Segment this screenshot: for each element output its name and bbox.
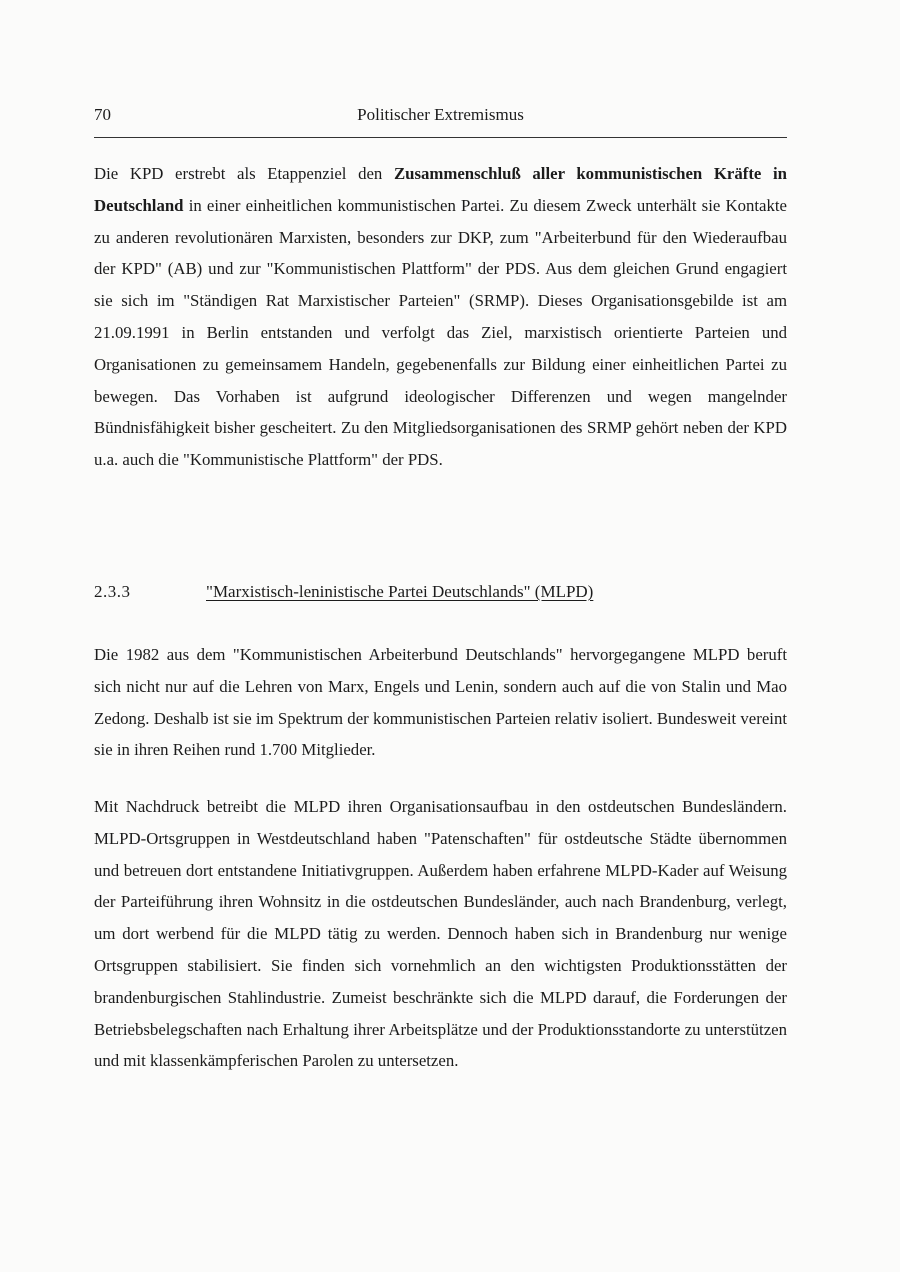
running-title: Politischer Extremismus [357,105,524,124]
paragraph-text: in einer einheitlichen kommunistischen Partei. Zu diesem Zweck unterhält sie Kontakte zu anderen revolutionären Marxisten, besonders zur DKP, zum "Arbeiterbund für den Wiederaufbau der KPD" (AB) und zur "Kommunistischen Plattform" der PDS. Aus dem gleichen Grund engagiert sie sich im "Ständigen Rat Marxistischer Parteien" (SRMP). Dieses Organisationsgebilde ist am 21.09.1991 in Berlin entstanden und verfolgt das Ziel, marxistisch orientierte Parteien und Organisationen zu gemeinsamem Handeln, gegebenenfalls zur Bildung einer einheitlichen Partei zu bewegen. Das Vorhaben ist aufgrund ideologischer Differenzen und wegen mangelnder Bündnisfähigkeit bisher gescheitert. Zu den Mitgliedsorganisationen des SRMP gehört neben der KPD u.a. auch die "Kommunistische Plattform" der PDS. [94,195,787,470]
page-header [94,104,787,126]
paragraph-mlpd-organisation: Mit Nachdruck betreibt die MLPD ihren Organisationsaufbau in den ostdeutschen Bundesländern. MLPD-Ortsgruppen in Westdeutschland haben "Patenschaften" für ostdeutsche Städte übernommen und betreuen dort entstandene Initiativgruppen. Außerdem haben erfahrene MLPD-Kader auf Weisung der Parteiführung ihren Wohnsitz in die ostdeutschen Bundesländer, auch nach Brandenburg, verlegt, um dort werbend für die MLPD tätig zu werden. Dennoch haben sich in Brandenburg nur wenige Ortsgruppen stabilisiert. Sie finden sich vornehmlich an den wichtigsten Produktionsstätten der brandenburgischen Stahlindustrie. Zumeist beschränkte sich die MLPD darauf, die Forderungen der Betriebsbelegschaften nach Erhaltung ihrer Arbeitsplätze und der Produktionsstandorte zu unterstützen und mit klassenkämpferischen Parolen zu untersetzen. [94,797,787,1071]
section-title: "Marxistisch-leninistische Partei Deutschlands" (MLPD) [206,582,594,601]
page-number: 70 [94,105,111,124]
section-number: 2.3.3 [94,582,131,601]
paragraph-mlpd-intro: Die 1982 aus dem "Kommunistischen Arbeiterbund Deutschlands" hervorgegangene MLPD beruft sich nicht nur auf die Lehren von Marx, Engels und Lenin, sondern auch auf die von Stalin und Mao Zedong. Deshalb ist sie im Spektrum der kommunistischen Parteien relativ isoliert. Bundesweit vereint sie in ihren Reihen rund 1.700 Mitglieder. [94,645,787,760]
header-rule [94,137,787,138]
bold-emphasis: Zusammenschluß aller kommunistischen Kräfte in Deutschland [94,164,787,215]
paragraph-text: Die KPD erstrebt als Etappenziel den [94,164,394,183]
paragraph-kpd [94,158,787,476]
